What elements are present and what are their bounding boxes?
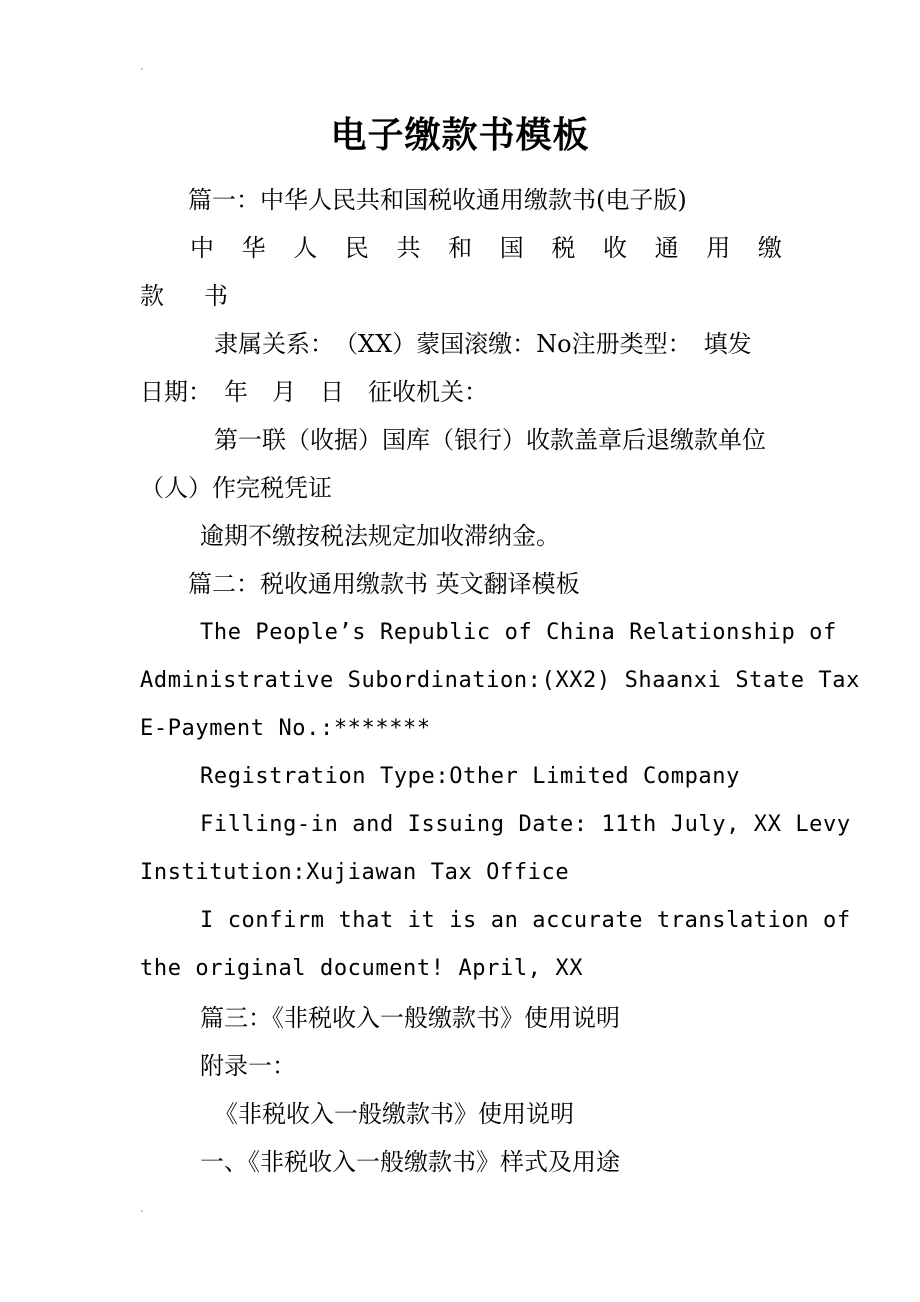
banner-char: 缴 [757, 234, 782, 262]
english-line: E-Payment No.:******* [140, 716, 431, 741]
english-line: The People’s Republic of China Relationship of [200, 620, 837, 645]
banner-line [190, 230, 782, 266]
banner-char: 华 [241, 234, 266, 262]
note-line-2: （人）作完税凭证 [140, 474, 332, 502]
banner-char: 共 [396, 234, 421, 262]
appendix-label: 附录一： [200, 1052, 296, 1080]
appendix-subtitle: 《非税收入一般缴款书》使用说明 [214, 1100, 574, 1128]
english-line: the original document! April, XX [140, 956, 584, 981]
meta-line-2: 日期： 年 月 日 征收机关： [140, 378, 488, 406]
banner-char: 通 [654, 234, 679, 262]
english-line: Institution:Xujiawan Tax Office [140, 860, 570, 885]
document-title: 电子缴款书模板 [330, 115, 590, 156]
banner-char: 和 [448, 234, 473, 262]
english-line: Administrative Subordination:(XX2) Shaanxi State Tax [140, 668, 860, 693]
meta-line-1: 隶属关系： （XX）蒙国滚缴：No注册类型： 填发 [214, 330, 752, 358]
banner-char: 民 [344, 234, 369, 262]
english-line: Filling-in and Issuing Date: 11th July, XX Levy [200, 812, 851, 837]
banner-char: 中 [190, 234, 214, 262]
item-1-heading: 一、《非税收入一般缴款书》样式及用途 [200, 1148, 620, 1176]
overdue-note: 逾期不缴按税法规定加收滞纳金。 [200, 522, 560, 550]
english-line: Registration Type:Other Limited Company [200, 764, 740, 789]
banner-char: 收 [603, 234, 627, 262]
banner-char: 国 [499, 234, 524, 262]
scan-speck [141, 1210, 143, 1212]
scan-speck [141, 68, 143, 70]
section3-heading: 篇三：《非税收入一般缴款书》使用说明 [200, 1004, 620, 1032]
section1-heading: 篇一：中华人民共和国税收通用缴款书(电子版) [188, 186, 687, 214]
section2-heading: 篇二：税收通用缴款书 英文翻译模板 [188, 570, 580, 598]
banner-wrap: 款 书 [140, 282, 236, 310]
banner-char: 税 [551, 234, 576, 262]
english-line: I confirm that it is an accurate translation of [200, 908, 851, 933]
banner-char: 人 [293, 234, 318, 262]
note-line-1: 第一联（收据）国库（银行）收款盖章后退缴款单位 [214, 426, 766, 454]
banner-char: 用 [706, 234, 731, 262]
